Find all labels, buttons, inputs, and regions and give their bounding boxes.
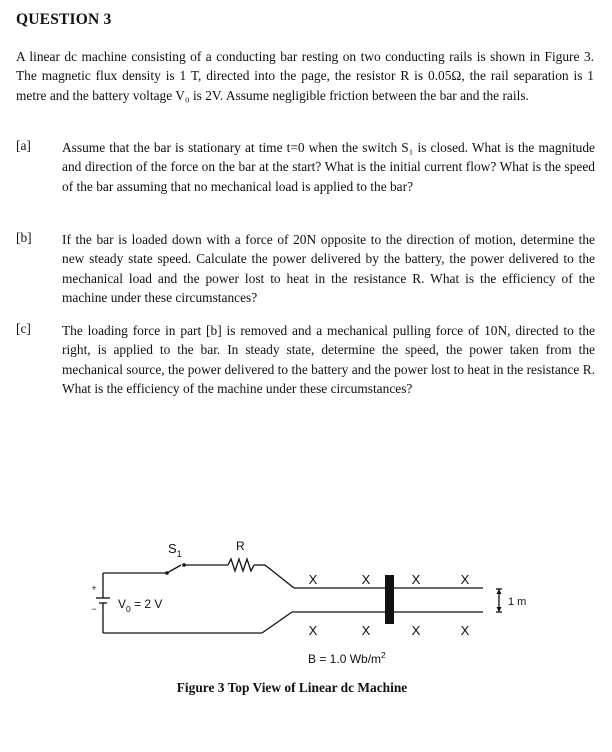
field-marker-icon: X bbox=[460, 623, 470, 638]
resistor-label: R bbox=[236, 539, 245, 553]
part-b-label: [b] bbox=[16, 230, 32, 245]
part-a-text: Assume that the bar is stationary at time t=0 when the switch S₁ is closed. What is the magnitude and direction of the force on the bar at the start? What is the initial current flow? What is the speed of the bar assuming that no mechanical load is applied to the bar? bbox=[62, 140, 595, 194]
battery-minus-sign: − bbox=[91, 604, 97, 614]
field-marker-icon: X bbox=[361, 572, 371, 587]
flux-density-label: B = 1.0 $Wb/m^2$ bbox=[308, 650, 386, 666]
switch-label: $S_1$ bbox=[168, 541, 182, 559]
field-marker-icon: X bbox=[411, 623, 421, 638]
conducting-bar bbox=[385, 575, 394, 624]
switch-contact-left bbox=[165, 571, 169, 575]
battery-voltage-label: $V_0 = 2$ V bbox=[118, 597, 163, 614]
field-marker-icon: X bbox=[361, 623, 371, 638]
field-marker-icon: X bbox=[460, 572, 470, 587]
field-marker-icon: X bbox=[308, 623, 318, 638]
lower-taper bbox=[262, 612, 292, 633]
rail-separation-label: 1 m bbox=[508, 596, 527, 608]
part-b-text: If the bar is loaded down with a force of 20N opposite to the direction of motion, determine the new steady state speed. Calculate the power delivered by the battery, the power delivered to the mechanical load and the power lost to heat in the resistance R. What is the efficiency of the machine under these circumstances? bbox=[62, 232, 595, 306]
field-marker-icon: X bbox=[411, 572, 421, 587]
dimension-arrow-up bbox=[497, 589, 502, 594]
figure-caption: Figure 3 Top View of Linear dc Machine bbox=[176, 680, 408, 695]
part-c-label: [c] bbox=[16, 321, 31, 336]
question-intro: A linear dc machine consisting of a conducting bar resting on two conducting rails is shown in Figure 3. The magnetic flux density is 1 T, directed into the page, the resistor R is 0.05Ω, the rail separation is 1 metre and the battery voltage V₀ is 2V. Assume negligible friction between the bar and the rails. bbox=[16, 49, 594, 103]
question-title: QUESTION 3 bbox=[16, 11, 112, 28]
switch-contact-right bbox=[182, 563, 186, 567]
battery-plus-sign: + bbox=[91, 583, 97, 593]
upper-taper bbox=[265, 565, 294, 588]
resistor-symbol bbox=[228, 559, 254, 571]
field-marker-icon: X bbox=[308, 572, 318, 587]
part-c-text: The loading force in part [b] is removed and a mechanical pulling force of 10N, directed to the right, is applied to the bar. In steady state, determine the speed, the power taken from the mechanical source, the power delivered to the battery and the power lost to heat in the resistance R. What is the efficiency of the machine under these circumstances? bbox=[62, 323, 595, 397]
part-a-label: [a] bbox=[16, 138, 31, 153]
switch-blade bbox=[167, 565, 181, 573]
dimension-arrow-down bbox=[497, 607, 502, 612]
